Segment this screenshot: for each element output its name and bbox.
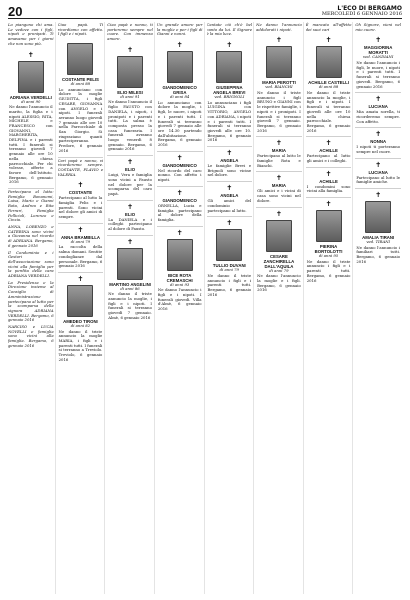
text-block <box>8 325 54 349</box>
deceased-name: GIANDOMENICO <box>162 197 197 203</box>
cross-icon: ✝ <box>375 191 382 200</box>
deceased-age: di anni 79 <box>70 238 91 244</box>
obituary-notice <box>256 208 302 296</box>
deceased-name: ELIO MILESI <box>117 89 143 95</box>
deceased-name: LUCIANA <box>368 169 388 175</box>
obituary-notice <box>107 201 153 236</box>
notice-body: Ne danno il triste annuncio i figli e i parenti tutti. Bergamo, 6 gennaio 2016 <box>306 258 351 283</box>
deceased-age: di anni 88 <box>318 84 339 90</box>
notice-body: Lo annunciano con dolore la moglie, i figli, le nuore, i nipoti e i parenti tutti. I funerali si terranno giovedì 7 gennaio alle ore 14.30 partendo dall'abitazione. Bergamo, 6 gennaio 2016 <box>157 99 202 148</box>
text-block <box>8 225 54 249</box>
publication-date: MERCOLEDÌ 6 GENNAIO 2016 <box>321 10 402 17</box>
deceased-age: ved. CANDIANI <box>363 54 394 60</box>
deceased-name: TULLIO DUVANI <box>212 263 246 269</box>
obituary-notice <box>256 172 302 207</box>
notice-body: Nel ricordo del caro nonno. Con affetto i nipoti. <box>157 167 202 183</box>
text-block <box>8 251 54 279</box>
obituary-notice <box>157 227 203 315</box>
portrait-photo <box>18 61 44 93</box>
notice-body: Cari papà e nonno, vi ricorderemo sempre. COSTANTE, FLAVIO e VALERIA. <box>57 157 104 177</box>
deceased-name: ELIO <box>125 211 136 217</box>
notice-body: Lo annunciano i figli LUIGINA con VITTORIO, ANGELO con ADRIANA, i nipoti e i parenti tutti. I funerali si terranno giovedì alle ore 10. Bergamo, 6 gennaio 2016 <box>207 99 252 143</box>
deceased-name: ANGELA <box>220 158 239 164</box>
obituary-notice <box>306 34 352 137</box>
deceased-name: GIANDOMENICO GRISA <box>162 85 197 96</box>
deceased-name: PIERINA BORTOLOTTI <box>314 244 343 255</box>
cross-icon: ✝ <box>375 95 382 104</box>
deceased-age: di anni 90 <box>21 98 41 104</box>
cross-icon: ✝ <box>226 184 233 193</box>
notice-body: I nipoti ti porteranno sempre nel cuore. <box>356 144 400 155</box>
notice-body: Luigi, Vera e famiglia sono vicini a Fausto nel dolore per la scomparsa del caro papà. <box>108 172 152 196</box>
deceased-name: ANNA BRAMBILLA <box>60 234 100 240</box>
obituary-notice <box>58 179 104 224</box>
notice-body: Un grande amore per la moglie e per i figli di Gianni e nonni. <box>156 22 203 37</box>
deceased-age: ved. TIRANI <box>366 239 391 245</box>
obituary-notice <box>58 273 104 366</box>
deceased-name: AMEDEO TIRONI <box>63 318 98 324</box>
deceased-name: ELIO <box>125 167 136 173</box>
deceased-age: di anni 93 <box>170 281 190 287</box>
notice-body: Partecipano al lutto la famiglia Pelis e i parenti. Sono vicini nel dolore gli amici di sempre. <box>58 195 103 220</box>
obituary-notice <box>256 34 302 137</box>
cross-icon: ✝ <box>276 36 282 45</box>
portrait-photo <box>167 239 193 271</box>
portrait-photo <box>67 43 93 75</box>
obituary-notice <box>207 39 253 147</box>
masthead <box>322 6 402 18</box>
column-8 <box>355 22 402 594</box>
portrait-photo <box>266 220 292 252</box>
column-4 <box>157 22 205 594</box>
text-block <box>207 23 253 37</box>
portrait-photo <box>67 285 93 317</box>
notice-body: Ne danno il triste annuncio i figli BRUNO e GIANNI con le rispettive famiglie, i nipoti e i pronipoti. I funerali si terranno giovedì 7 gennaio. Bergamo, 6 gennaio 2016 <box>257 90 301 133</box>
obituary-notice <box>107 236 153 324</box>
notice-body: Ciao papà. Ti ricordiamo con affetto. I figli e i nipoti. <box>57 22 104 37</box>
obituary-notice <box>355 34 401 93</box>
cross-icon: ✝ <box>127 45 133 54</box>
notice-body: Partecipano al lutto le famiglie amiche. <box>356 174 400 185</box>
cross-icon: ✝ <box>127 237 133 246</box>
deceased-name: ADRIANA VERDELLI <box>9 94 52 100</box>
deceased-name: ACHILLE <box>319 148 338 154</box>
notice-body: NARCISO e LUCIA NOVELLI e famiglia sono vicini alla famiglia. Bergamo, 6 gennaio 2016 <box>8 324 54 348</box>
column-2 <box>58 22 106 594</box>
cross-icon: ✝ <box>325 200 332 209</box>
obituary-notice <box>306 168 352 198</box>
cross-icon: ✝ <box>127 158 133 167</box>
notice-body: Ne danno l'annuncio i familiari tutti. Bergamo, 6 gennaio 2016 <box>356 244 400 264</box>
notice-body: Partecipano al lutto: Famiglia Bonanomi, Luisa, Mario e Gianni Rota, Andrea e Rita Ferrari, Famiglia Pellicioli, Lorenzo e Cinzia. <box>8 189 54 223</box>
deceased-age: ved. BRIGNOLI <box>214 94 245 100</box>
deceased-age: di anni 95 <box>318 253 339 259</box>
notice-body: Le famiglie Brevi e Brignoli sono vicine nel dolore. <box>207 163 252 178</box>
obituary-notice <box>157 187 203 227</box>
notice-body: Partecipano al lutto le famiglie Rota e Bianchi. <box>257 153 301 168</box>
deceased-name: GIANDOMENICO <box>162 162 197 168</box>
obituary-notice <box>256 137 302 172</box>
portrait-photo <box>216 229 242 261</box>
portrait-photo <box>117 56 143 88</box>
cross-icon: ✝ <box>375 130 382 139</box>
deceased-name: LUCIANA <box>368 104 388 110</box>
notice-body: Ne danno il triste annuncio la moglie, i figli e i nipoti. I funerali si terranno giovedì alle ore 10 nella chiesa parrocchiale. Bergamo, 6 gennaio 2016 <box>306 90 351 133</box>
publication-name: L'ECO DI BERGAMO <box>337 5 402 12</box>
obituary-notice <box>355 128 401 158</box>
deceased-name: MAGGIORINA MORATTI <box>363 45 393 56</box>
deceased-name: AMALIA TIRANI <box>362 235 395 241</box>
obituary-notice <box>8 49 54 190</box>
text-block <box>157 23 203 37</box>
cross-icon: ✝ <box>325 139 332 148</box>
deceased-name: MARIA PEROTTI <box>262 80 296 86</box>
obituary-notice <box>58 39 104 157</box>
cross-icon: ✝ <box>226 219 233 228</box>
notice-body: Ciao papà e nonno, ti porteremo sempre nel cuore. Con immenso amore. <box>107 22 153 42</box>
text-block <box>8 281 54 323</box>
notice-body: Partecipano al lutto gli amici e i colleghi. <box>306 153 351 164</box>
obituary-notice <box>107 44 153 156</box>
obituary-notice <box>355 159 401 189</box>
text-block <box>8 23 54 47</box>
text-block <box>355 23 401 32</box>
notice-body: Mia amata sorella, ti ricorderemo sempre. Con affetto. <box>356 109 400 124</box>
deceased-name: CESARE ZANCHIRELLA DALL'AQUILA <box>263 253 295 269</box>
notice-body: I condomini sono vicini alla famiglia. <box>306 183 351 194</box>
obituary-notice <box>157 39 203 152</box>
obituary-notice <box>58 224 104 273</box>
text-block <box>107 23 153 42</box>
deceased-age: di anni 79 <box>219 267 239 273</box>
deceased-name: ACHILLE <box>319 178 338 184</box>
deceased-name: NONNA <box>370 139 387 145</box>
text-block <box>306 23 352 32</box>
cross-icon: ✝ <box>325 169 332 178</box>
text-block <box>58 159 104 178</box>
column-1 <box>8 22 56 594</box>
deceased-age: ved. BIANCHI <box>265 84 293 90</box>
notice-body: La Presidenza e la Direzione insieme al Consiglio di Amministrazione partecipano al lutto per la scomparsa della signora ADRIANA VERDELLI. Bergamo, 6 gennaio 2016 <box>8 279 54 323</box>
portrait-photo <box>266 46 292 78</box>
notice-body: Ne danno l'annuncio la moglie e i figli. Bergamo, 6 gennaio 2016 <box>257 273 301 293</box>
notice-body: Il Condominio e i Gestori dell'associazione sono vicini alla famiglia per la perdita della cara ADRIANA VERDELLI. <box>8 249 54 279</box>
deceased-name: COSTANTE PELIS <box>61 77 99 83</box>
column-3 <box>107 22 155 594</box>
deceased-name: MARIA <box>271 183 286 189</box>
cross-icon: ✝ <box>226 41 233 50</box>
cross-icon: ✝ <box>276 209 282 218</box>
page-header <box>8 4 402 19</box>
notice-body: Lo annunciano con dolore la moglie GIUDITTA, i figli CESARE, GIOVANNA con ANGELO e i nipoti. I funerali avranno luogo giovedì 7 gennaio alle ore 10 nella Parrocchiale di San Giorgio. Si ringraziano quanti parteciperanno. Predore, 6 gennaio 2016 <box>58 86 103 153</box>
notice-body: Ne danno l'annuncio i figli, le nuore, i nipoti e i parenti tutti. I funerali si terranno giovedì. Bergamo, 6 gennaio 2016 <box>356 60 400 89</box>
cross-icon: ✝ <box>276 174 282 183</box>
notice-body: Lo piangono chi ama. Le vedove con i figli, nipoti e pronipoti. Ti amavamo per i giorni che non sono più. <box>8 22 54 46</box>
cross-icon: ✝ <box>176 41 183 50</box>
text-block <box>58 23 104 37</box>
obituary-notice <box>157 152 203 187</box>
cross-icon: ✝ <box>375 160 382 169</box>
notice-body: È mancato all'affetto dei suoi cari <box>305 22 352 32</box>
text-block <box>8 190 54 223</box>
notice-body: Ne danno l'annuncio il marito, la figlia e i nipoti ALESSIO, RITA, MICHELE e FRANCESCO con GIOVANNI, MARGHERITA, DELFINA e i parenti tutti. I funerali si terranno giovedì 7 gennaio alle ore 10 nella chiesa parrocchiale. Per chi volesse, offerte a favore dell'Istituto. Bergamo, 6 gennaio 2016 <box>9 104 53 185</box>
deceased-name: GIUSEPPINA ANGELA BREVI <box>213 85 246 96</box>
column-7 <box>306 22 354 594</box>
cross-icon: ✝ <box>27 50 34 59</box>
notice-body: ANNA, LORENZO e CATERINA sono vicini a Giovanna nel ricordo di ADRIANA. Bergamo, 6 gennaio 2016 <box>8 223 54 248</box>
page-number: 20 <box>8 4 23 19</box>
portrait-photo <box>216 51 242 83</box>
notice-body: Ne danno l'annuncio i figli e i nipoti. I funerali giovedì. Villa d'Almè, 6 gennaio 2016 <box>157 287 202 312</box>
cross-icon: ✝ <box>77 274 84 283</box>
notice-body: Gli amici del condominio partecipano al lutto. <box>207 198 252 213</box>
notice-body: Ne danno l'annuncio addolorati i nipoti. <box>256 22 302 32</box>
deceased-age: di anni 82 <box>70 322 91 328</box>
deceased-name: ACHILLE CASTELLI <box>308 80 349 86</box>
portrait-photo <box>316 210 342 242</box>
notice-body: ORNELLA, Lucia e famiglia partecipano al dolore della famiglia. <box>157 202 202 222</box>
notice-body: Ne danno il triste annuncio la moglie MARIA, i figli e i parenti tutti. I funerali si terranno a Treviolo. Treviolo, 6 gennaio 2016 <box>58 328 103 362</box>
obituary-notice <box>355 189 401 267</box>
deceased-name: COSTANTE <box>68 190 93 196</box>
notice-body: Cantate ciò ch'è bel canto da lui. Il Signore è la mia luce. <box>206 22 253 37</box>
cross-icon: ✝ <box>176 153 183 162</box>
notice-body: La DANIELA e i colleghi partecipano al dolore di Fausto. <box>108 216 152 232</box>
portrait-photo <box>365 201 391 233</box>
cross-icon: ✝ <box>325 36 332 45</box>
cross-icon: ✝ <box>276 139 282 148</box>
cross-icon: ✝ <box>176 228 183 237</box>
cross-icon: ✝ <box>77 181 84 190</box>
portrait-photo <box>316 46 342 78</box>
deceased-age: di anni 79 <box>269 267 289 273</box>
portrait-photo <box>117 248 143 280</box>
cross-icon: ✝ <box>176 188 183 197</box>
cross-icon: ✝ <box>375 36 382 45</box>
cross-icon: ✝ <box>127 202 133 211</box>
notice-body: Ne danno l'annuncio il figlio FAUSTO con DANIELA, i nipoti, i pronipoti e i parenti tutti. La salma è composta presso la casa funeraria. I funerali avranno luogo venerdì 8 gennaio. Bergamo, 6 gennaio 2016 <box>108 99 152 152</box>
notice-body: Ne danno il triste annuncio i figli e i parenti tutti. Bergamo, 6 gennaio 2016 <box>207 272 252 297</box>
notice-body: La raccolta della salma domani. Sentite condoglianze dal personale. Bergamo, 6 gennaio 2016 <box>58 244 103 269</box>
obituary-notice <box>207 147 253 182</box>
obituary-notice <box>207 217 253 300</box>
obituary-notice <box>306 198 352 286</box>
notice-body: Oh Signore, vieni nel mio cuore. <box>355 22 401 32</box>
obituary-notice <box>107 156 153 201</box>
cross-icon: ✝ <box>77 225 84 234</box>
obituary-notice <box>306 137 352 167</box>
deceased-name: MARTINO ANGELINI <box>109 281 151 287</box>
obituary-columns <box>8 22 402 594</box>
deceased-name: ANGELA <box>220 193 239 199</box>
deceased-age: di anni 84 <box>170 94 190 100</box>
deceased-name: MARIA <box>271 148 286 154</box>
notice-body: Gli amici e i vicini di casa sono vicini nel dolore. <box>257 188 301 203</box>
deceased-name: BICE ROTA CREMASCHI <box>166 272 193 283</box>
obituary-notice <box>355 93 401 128</box>
text-block <box>256 23 302 32</box>
portrait-photo <box>167 51 193 83</box>
obituary-notice <box>207 182 253 217</box>
notice-body: Ne danno il triste annuncio la moglie, i figli e i nipoti. I funerali si terranno giovedì 7 gennaio. Almè, 6 gennaio 2016 <box>108 291 152 320</box>
cross-icon: ✝ <box>226 149 233 158</box>
column-6 <box>256 22 304 594</box>
deceased-age: di anni 91 <box>120 93 140 99</box>
deceased-age: di anni 88 <box>70 81 91 87</box>
deceased-age: di anni 86 <box>120 285 140 291</box>
column-5 <box>207 22 255 594</box>
